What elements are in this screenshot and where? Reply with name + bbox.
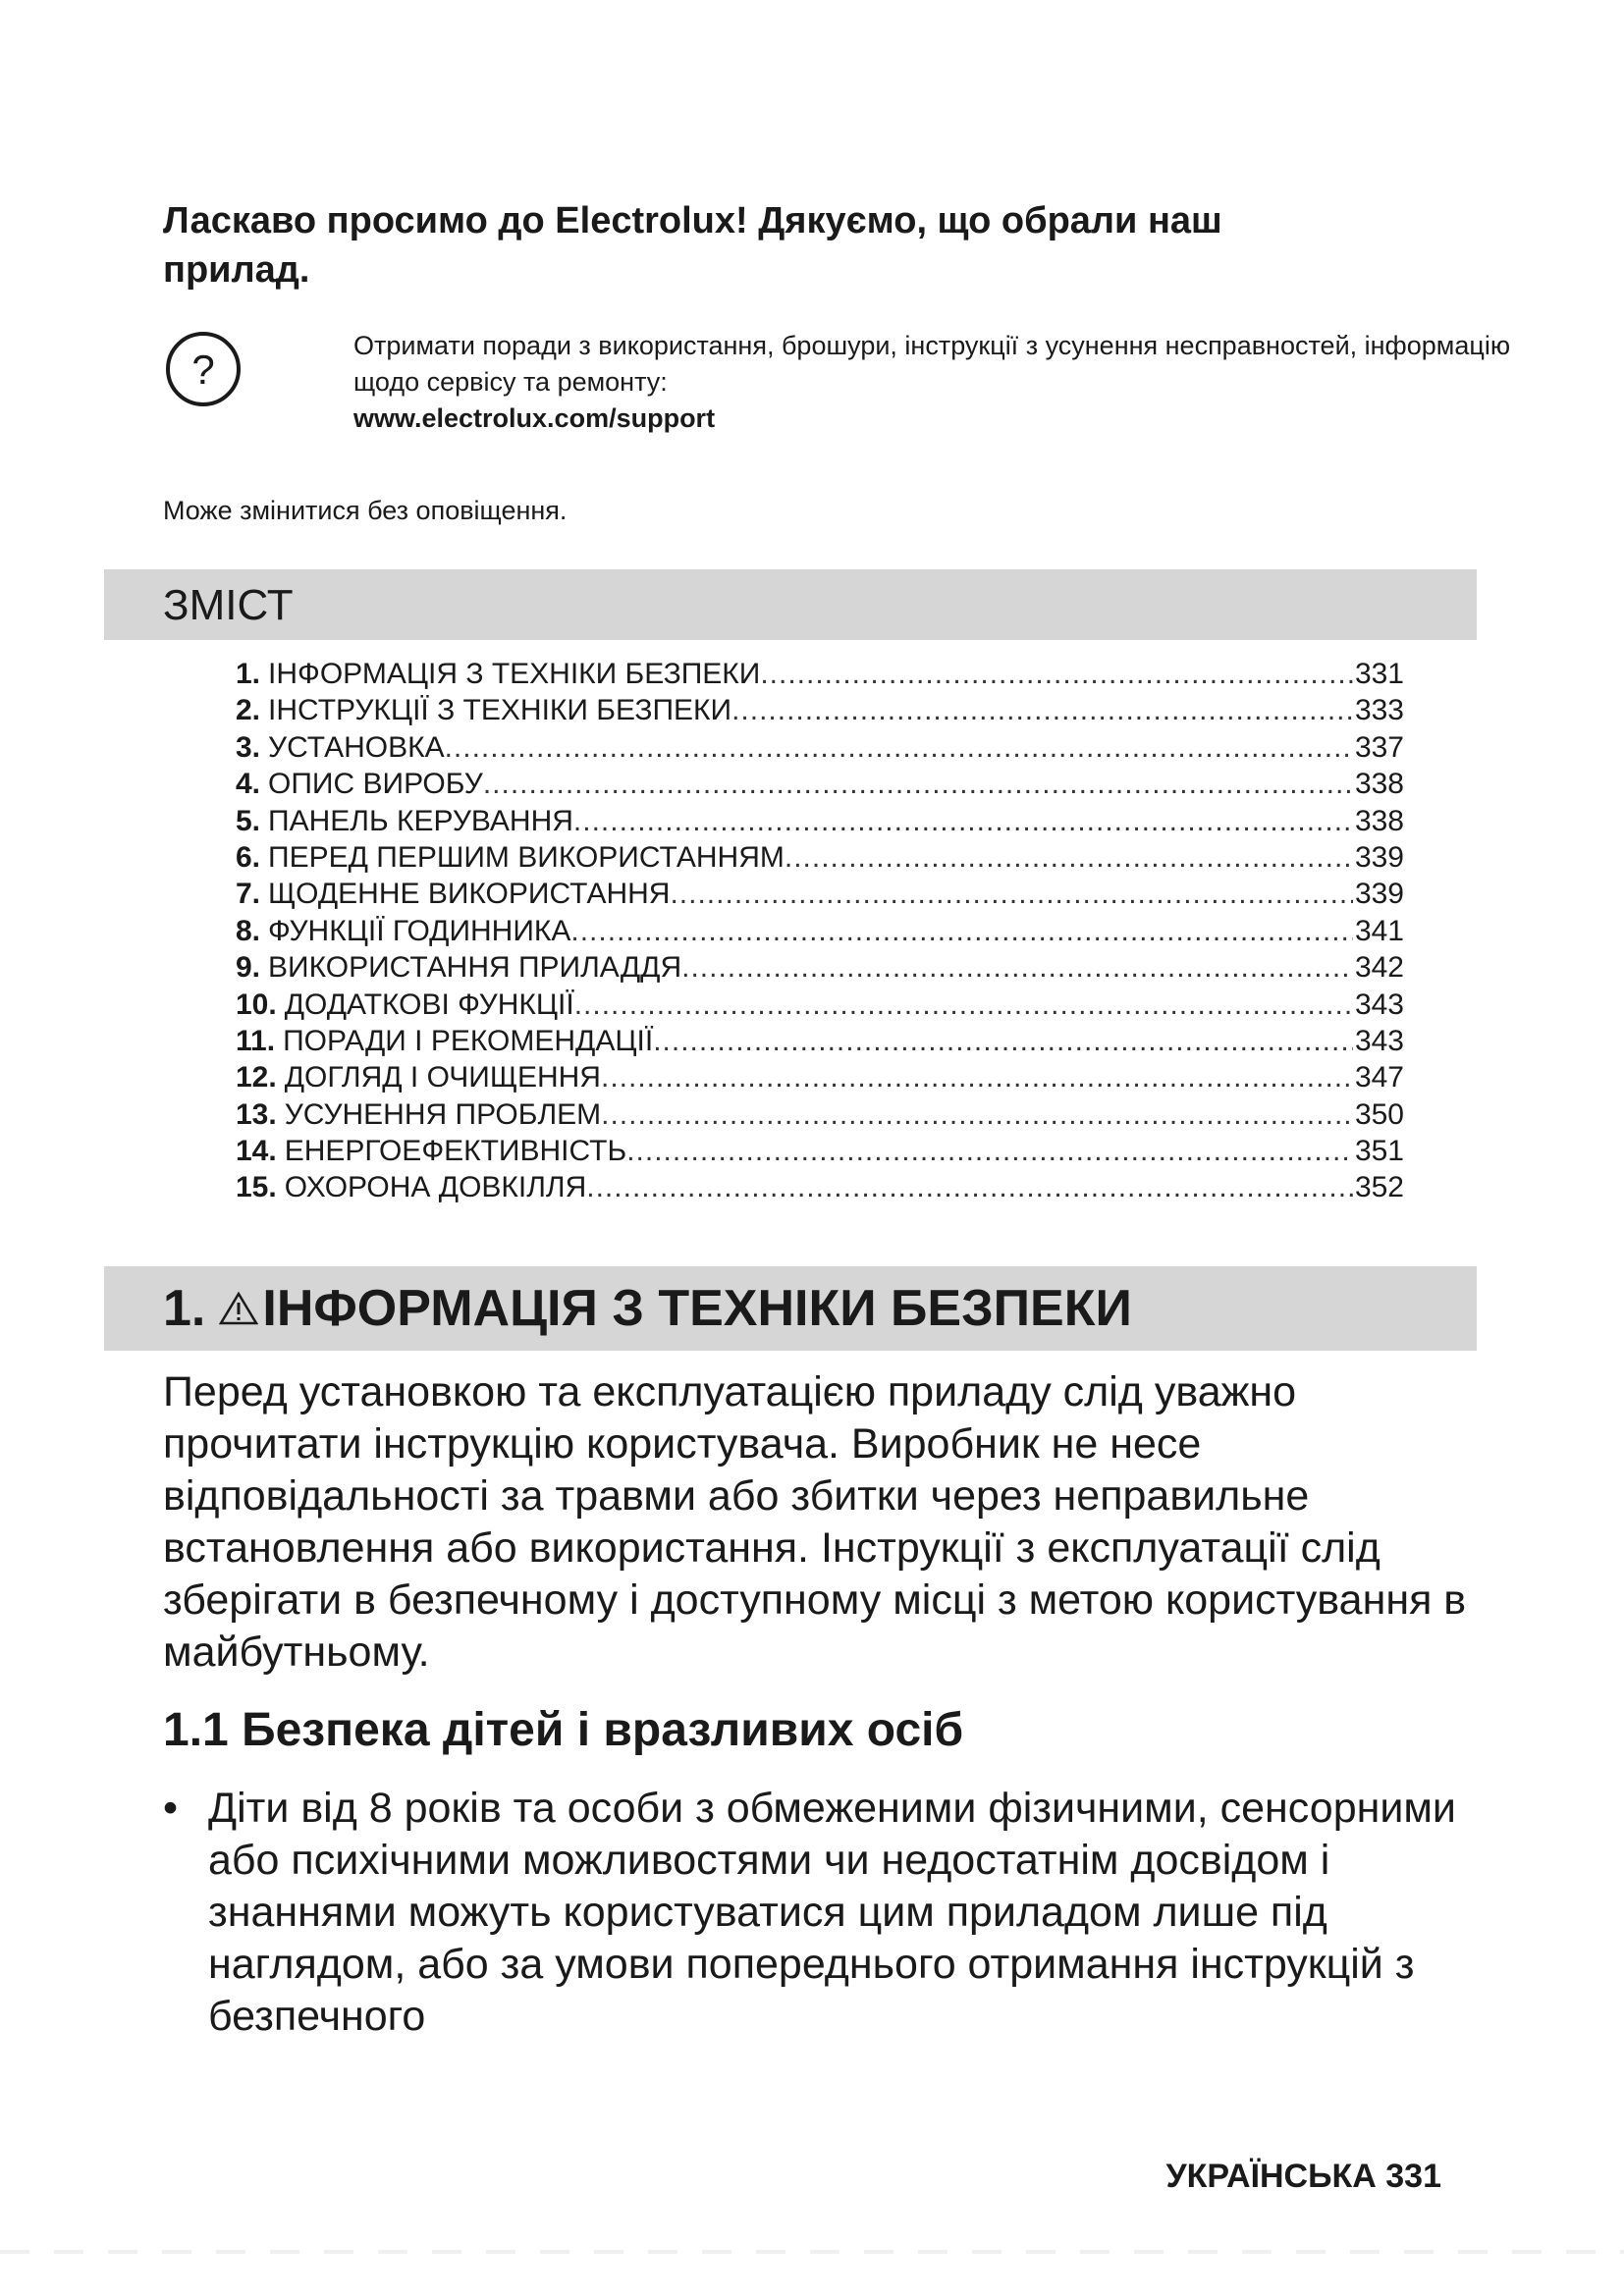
toc-entry-title: ПОРАДИ І РЕКОМЕНДАЦІЇ bbox=[283, 1024, 654, 1057]
subsection-title: 1.1 Безпека дітей і вразливих осіб bbox=[163, 1704, 964, 1756]
toc-leader-dots bbox=[570, 913, 1353, 949]
toc-header-bar bbox=[104, 569, 1477, 640]
intro-paragraph: Перед установкою та експлуатацією приладу слід уважно прочитати інструкцію користувача. Виробник не несе відповідальності за травми або збитки через неправильне встановлення або використання. Інструкції з експлуатації слід зберігати в безпечному і доступному місці з метою користування в майбутньому. bbox=[163, 1368, 1467, 1676]
toc-entry[interactable] bbox=[236, 1169, 1404, 1205]
toc-entry-page: 352 bbox=[1354, 1171, 1404, 1204]
page-footer: УКРАЇНСЬКА 331 bbox=[1165, 2158, 1441, 2195]
toc-entry-number: 15. bbox=[236, 1171, 277, 1204]
toc-entry-title: ЩОДЕННЕ ВИКОРИСТАННЯ bbox=[268, 878, 671, 911]
toc-entry-number: 4. bbox=[236, 768, 261, 801]
toc-entry-title: ПЕРЕД ПЕРШИМ ВИКОРИСТАННЯМ bbox=[268, 840, 785, 874]
toc-entry[interactable] bbox=[236, 913, 1404, 949]
section-title bbox=[163, 1276, 1132, 1341]
welcome-heading: Ласкаво просимо до Electrolux! Дякуємо, що обрали наш прилад. bbox=[163, 200, 1222, 291]
toc-entry[interactable] bbox=[236, 692, 1404, 728]
toc-entry-page: 351 bbox=[1354, 1135, 1404, 1168]
toc-leader-dots bbox=[574, 987, 1353, 1023]
toc-entry-number: 3. bbox=[236, 730, 261, 764]
toc-entry[interactable] bbox=[236, 876, 1404, 912]
toc-entry-number: 12. bbox=[236, 1061, 277, 1095]
toc-entry-page: 350 bbox=[1354, 1097, 1404, 1131]
toc-entry-page: 338 bbox=[1354, 768, 1404, 801]
toc-entry-title: ВИКОРИСТАННЯ ПРИЛАДДЯ bbox=[268, 951, 682, 985]
toc-leader-dots bbox=[445, 729, 1353, 766]
toc-entry-number: 1. bbox=[236, 658, 261, 690]
toc-entry-title: УСУНЕННЯ ПРОБЛЕМ bbox=[284, 1097, 602, 1131]
toc-entry-page: 331 bbox=[1354, 658, 1404, 690]
toc-entry-page: 338 bbox=[1354, 804, 1404, 837]
toc-entry-number: 7. bbox=[236, 878, 261, 911]
toc-leader-dots bbox=[731, 692, 1353, 728]
toc-entry-page: 341 bbox=[1354, 914, 1404, 947]
toc-entry[interactable] bbox=[236, 803, 1404, 839]
section-title-text: ІНФОРМАЦІЯ З ТЕХНІКИ БЕЗПЕКИ bbox=[262, 1280, 1132, 1337]
toc-entry-number: 9. bbox=[236, 951, 261, 985]
toc-entry-number: 5. bbox=[236, 804, 261, 837]
support-text: Отримати поради з використання, брошури, інструкції з усунення несправностей, інформацію щодо сервісу та ремонту: bbox=[353, 331, 1511, 397]
toc-entry-title: ПАНЕЛЬ КЕРУВАННЯ bbox=[268, 804, 573, 837]
toc-entry-title: ІНСТРУКЦІЇ З ТЕХНІКИ БЕЗПЕКИ bbox=[268, 694, 732, 727]
toc-entry[interactable] bbox=[236, 1023, 1404, 1059]
bullet-item bbox=[163, 1783, 1529, 2043]
toc-entry[interactable] bbox=[236, 656, 1404, 692]
toc-entry-number: 6. bbox=[236, 840, 261, 874]
toc-entry-page: 339 bbox=[1354, 878, 1404, 911]
toc-leader-dots bbox=[626, 1133, 1353, 1169]
toc-leader-dots bbox=[573, 803, 1353, 839]
toc-entry-title: ДОДАТКОВІ ФУНКЦІЇ bbox=[284, 988, 574, 1021]
toc-entry-page: 333 bbox=[1354, 694, 1404, 727]
toc-leader-dots bbox=[760, 656, 1353, 692]
toc-entry-page: 343 bbox=[1354, 1024, 1404, 1057]
toc-entry-title: ОПИС ВИРОБУ bbox=[268, 768, 483, 801]
toc-leader-dots bbox=[785, 839, 1353, 876]
toc-entry-number: 10. bbox=[236, 988, 277, 1021]
toc-entry[interactable] bbox=[236, 1133, 1404, 1169]
toc-leader-dots bbox=[601, 1059, 1353, 1095]
toc-entry-number: 13. bbox=[236, 1097, 277, 1131]
toc-entry[interactable] bbox=[236, 839, 1404, 876]
toc-leader-dots bbox=[601, 1096, 1353, 1133]
toc-entry-number: 11. bbox=[236, 1024, 276, 1057]
question-circle-icon bbox=[163, 329, 244, 409]
svg-text:?: ? bbox=[191, 347, 215, 393]
support-info bbox=[353, 328, 1512, 437]
toc-entry-page: 343 bbox=[1354, 988, 1404, 1021]
toc-leader-dots bbox=[483, 766, 1353, 802]
toc-entry-title: ФУНКЦІЇ ГОДИННИКА bbox=[268, 914, 571, 947]
toc-entry-number: 14. bbox=[236, 1135, 277, 1168]
toc-entry[interactable] bbox=[236, 1059, 1404, 1095]
toc-entry-page: 342 bbox=[1354, 951, 1404, 985]
toc-entry-title: ЕНЕРГОЕФЕКТИВНІСТЬ bbox=[284, 1135, 627, 1168]
toc-entry-title: ІНФОРМАЦІЯ З ТЕХНІКИ БЕЗПЕКИ bbox=[268, 658, 761, 690]
toc-entry-number: 8. bbox=[236, 914, 261, 947]
toc-leader-dots bbox=[670, 876, 1352, 912]
toc-leader-dots bbox=[681, 949, 1353, 986]
warning-triangle-icon bbox=[219, 1291, 258, 1326]
support-link[interactable]: www.electrolux.com/support bbox=[353, 403, 716, 433]
toc-entry-number: 2. bbox=[236, 694, 261, 727]
toc-entry[interactable] bbox=[236, 949, 1404, 986]
toc-entry-page: 347 bbox=[1354, 1061, 1404, 1095]
change-notice: Може змінитися без оповіщення. bbox=[163, 496, 568, 525]
table-of-contents bbox=[236, 656, 1404, 1206]
toc-entry-title: УСТАНОВКА bbox=[268, 730, 445, 764]
bullet-symbol: • bbox=[163, 1785, 179, 1832]
toc-entry[interactable] bbox=[236, 987, 1404, 1023]
toc-leader-dots bbox=[586, 1169, 1353, 1205]
toc-entry-title: ОХОРОНА ДОВКІЛЛЯ bbox=[284, 1171, 587, 1204]
toc-entry[interactable] bbox=[236, 766, 1404, 802]
bullet-text: Діти від 8 років та особи з обмеженими фізичними, сенсорними або психічними можливостями чи недостатнім досвідом і знаннями можуть користуватися цим приладом лише під наглядом, або за умови попереднього отримання інструкцій з безпечного bbox=[208, 1785, 1456, 2040]
toc-entry-page: 339 bbox=[1354, 840, 1404, 874]
toc-entry-title: ДОГЛЯД І ОЧИЩЕННЯ bbox=[284, 1061, 601, 1095]
scan-artifact-line bbox=[0, 2250, 1624, 2254]
toc-entry[interactable] bbox=[236, 729, 1404, 766]
section-number: 1. bbox=[163, 1280, 206, 1337]
toc-entry[interactable] bbox=[236, 1096, 1404, 1133]
toc-leader-dots bbox=[653, 1023, 1353, 1059]
toc-title: ЗМІСТ bbox=[163, 581, 294, 629]
toc-entry-page: 337 bbox=[1354, 730, 1404, 764]
